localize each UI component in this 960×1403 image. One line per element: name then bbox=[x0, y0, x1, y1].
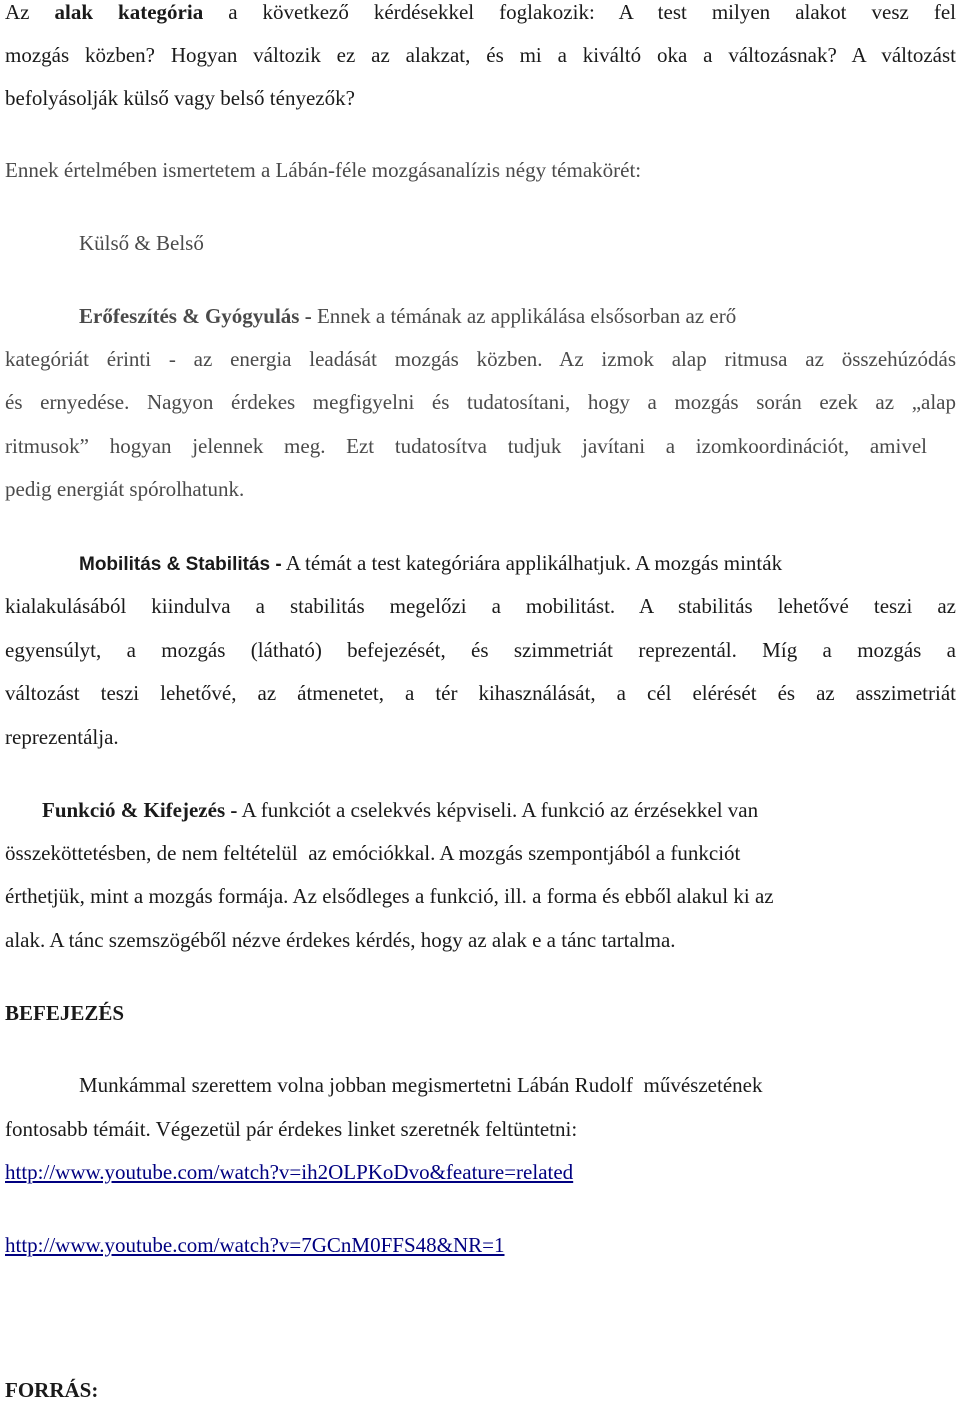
youtube-link-2[interactable]: http://www.youtube.com/watch?v=7GCnM0FFS48&NR=1 bbox=[5, 1233, 505, 1257]
conclusion-line-2: fontosabb témáit. Végezetül pár érdekes linket szeretnék feltüntetni: bbox=[5, 1117, 578, 1141]
topic-mobilitas-line-2: kialakulásából kiindulva a stabilitás megelőzi a mobilitást. A stabilitás lehetővé teszi az bbox=[5, 594, 956, 618]
topic-eroforras-line-1: Erőfeszítés & Gyógyulás - Ennek a témának az applikálása elsősorban az erő bbox=[79, 304, 737, 328]
topic-mobilitas-line-4: változást teszi lehetővé, az átmenetet, a tér kihasználását, a cél elérését és az asszimetriát bbox=[5, 681, 956, 705]
topic-eroforras-line-4: ritmusok” hogyan jelennek meg. Ezt tudatosítva tudjuk javítani a izomkoordinációt, amivel bbox=[5, 434, 927, 458]
topic-funkcio-line-4: alak. A tánc szemszögéből nézve érdekes kérdés, hogy az alak e a tánc tartalma. bbox=[5, 928, 676, 952]
intro-line-2: mozgás közben? Hogyan változik ez az alakzat, és mi a kiváltó oka a változásnak? A változást bbox=[5, 43, 956, 67]
topic-eroforras-line-5: pedig energiát spórolhatunk. bbox=[5, 477, 245, 501]
youtube-link-1[interactable]: http://www.youtube.com/watch?v=ih2OLPKoDvo&feature=related bbox=[5, 1160, 574, 1184]
alak-kategoria-term: alak kategória bbox=[54, 0, 204, 24]
topic-eroforras-line-3: és ernyedése. Nagyon érdekes megfigyelni és tudatosítani, hogy a mozgás során ezek az „alap bbox=[5, 390, 956, 414]
topic-funkcio-line-1: Funkció & Kifejezés - A funkciót a cselekvés képviseli. A funkció az érzésekkel van bbox=[42, 798, 759, 822]
topic-funkcio-title: Funkció & Kifejezés - bbox=[42, 798, 238, 822]
intro-line-1 bbox=[5, 2, 956, 23]
topic-mobilitas-title: Mobilitás & Stabilitás - bbox=[79, 554, 282, 575]
topic-eroforras-line-2: kategóriát érinti - az energia leadását mozgás közben. Az izmok alap ritmusa az összehúzódás bbox=[5, 347, 956, 371]
intro-line-3: befolyásolják külső vagy belső tényezők? bbox=[5, 86, 355, 110]
sources-heading: FORRÁS: bbox=[5, 1378, 99, 1402]
topic-eroforras-title: Erőfeszítés & Gyógyulás - bbox=[79, 304, 312, 328]
conclusion-heading: BEFEJEZÉS bbox=[5, 1001, 125, 1025]
intro-text: a következő kérdésekkel foglakozik: A test milyen alakot vesz fel bbox=[203, 0, 956, 24]
topic-kulso-belso: Külső & Belső bbox=[79, 231, 204, 255]
intro-line-4: Ennek értelmében ismertetem a Lábán-féle mozgásanalízis négy témakörét: bbox=[5, 158, 642, 182]
conclusion-line-1: Munkámmal szerettem volna jobban megismertetni Lábán Rudolf művészetének bbox=[79, 1073, 763, 1097]
topic-mobilitas-line-5: reprezentálja. bbox=[5, 725, 119, 749]
topic-mobilitas-line-1: Mobilitás & Stabilitás - A témát a test kategóriára applikálhatjuk. A mozgás minták bbox=[79, 551, 783, 575]
topic-funkcio-line-2: összeköttetésben, de nem feltételül az emóciókkal. A mozgás szempontjából a funkciót bbox=[5, 841, 741, 865]
topic-mobilitas-line-3: egyensúlyt, a mozgás (látható) befejezését, és szimmetriát reprezentál. Míg a mozgás a bbox=[5, 638, 956, 662]
intro-text: Az bbox=[5, 0, 55, 24]
topic-funkcio-line-3: érthetjük, mint a mozgás formája. Az elsődleges a funkció, ill. a forma és ebből alakul ki az bbox=[5, 884, 774, 908]
